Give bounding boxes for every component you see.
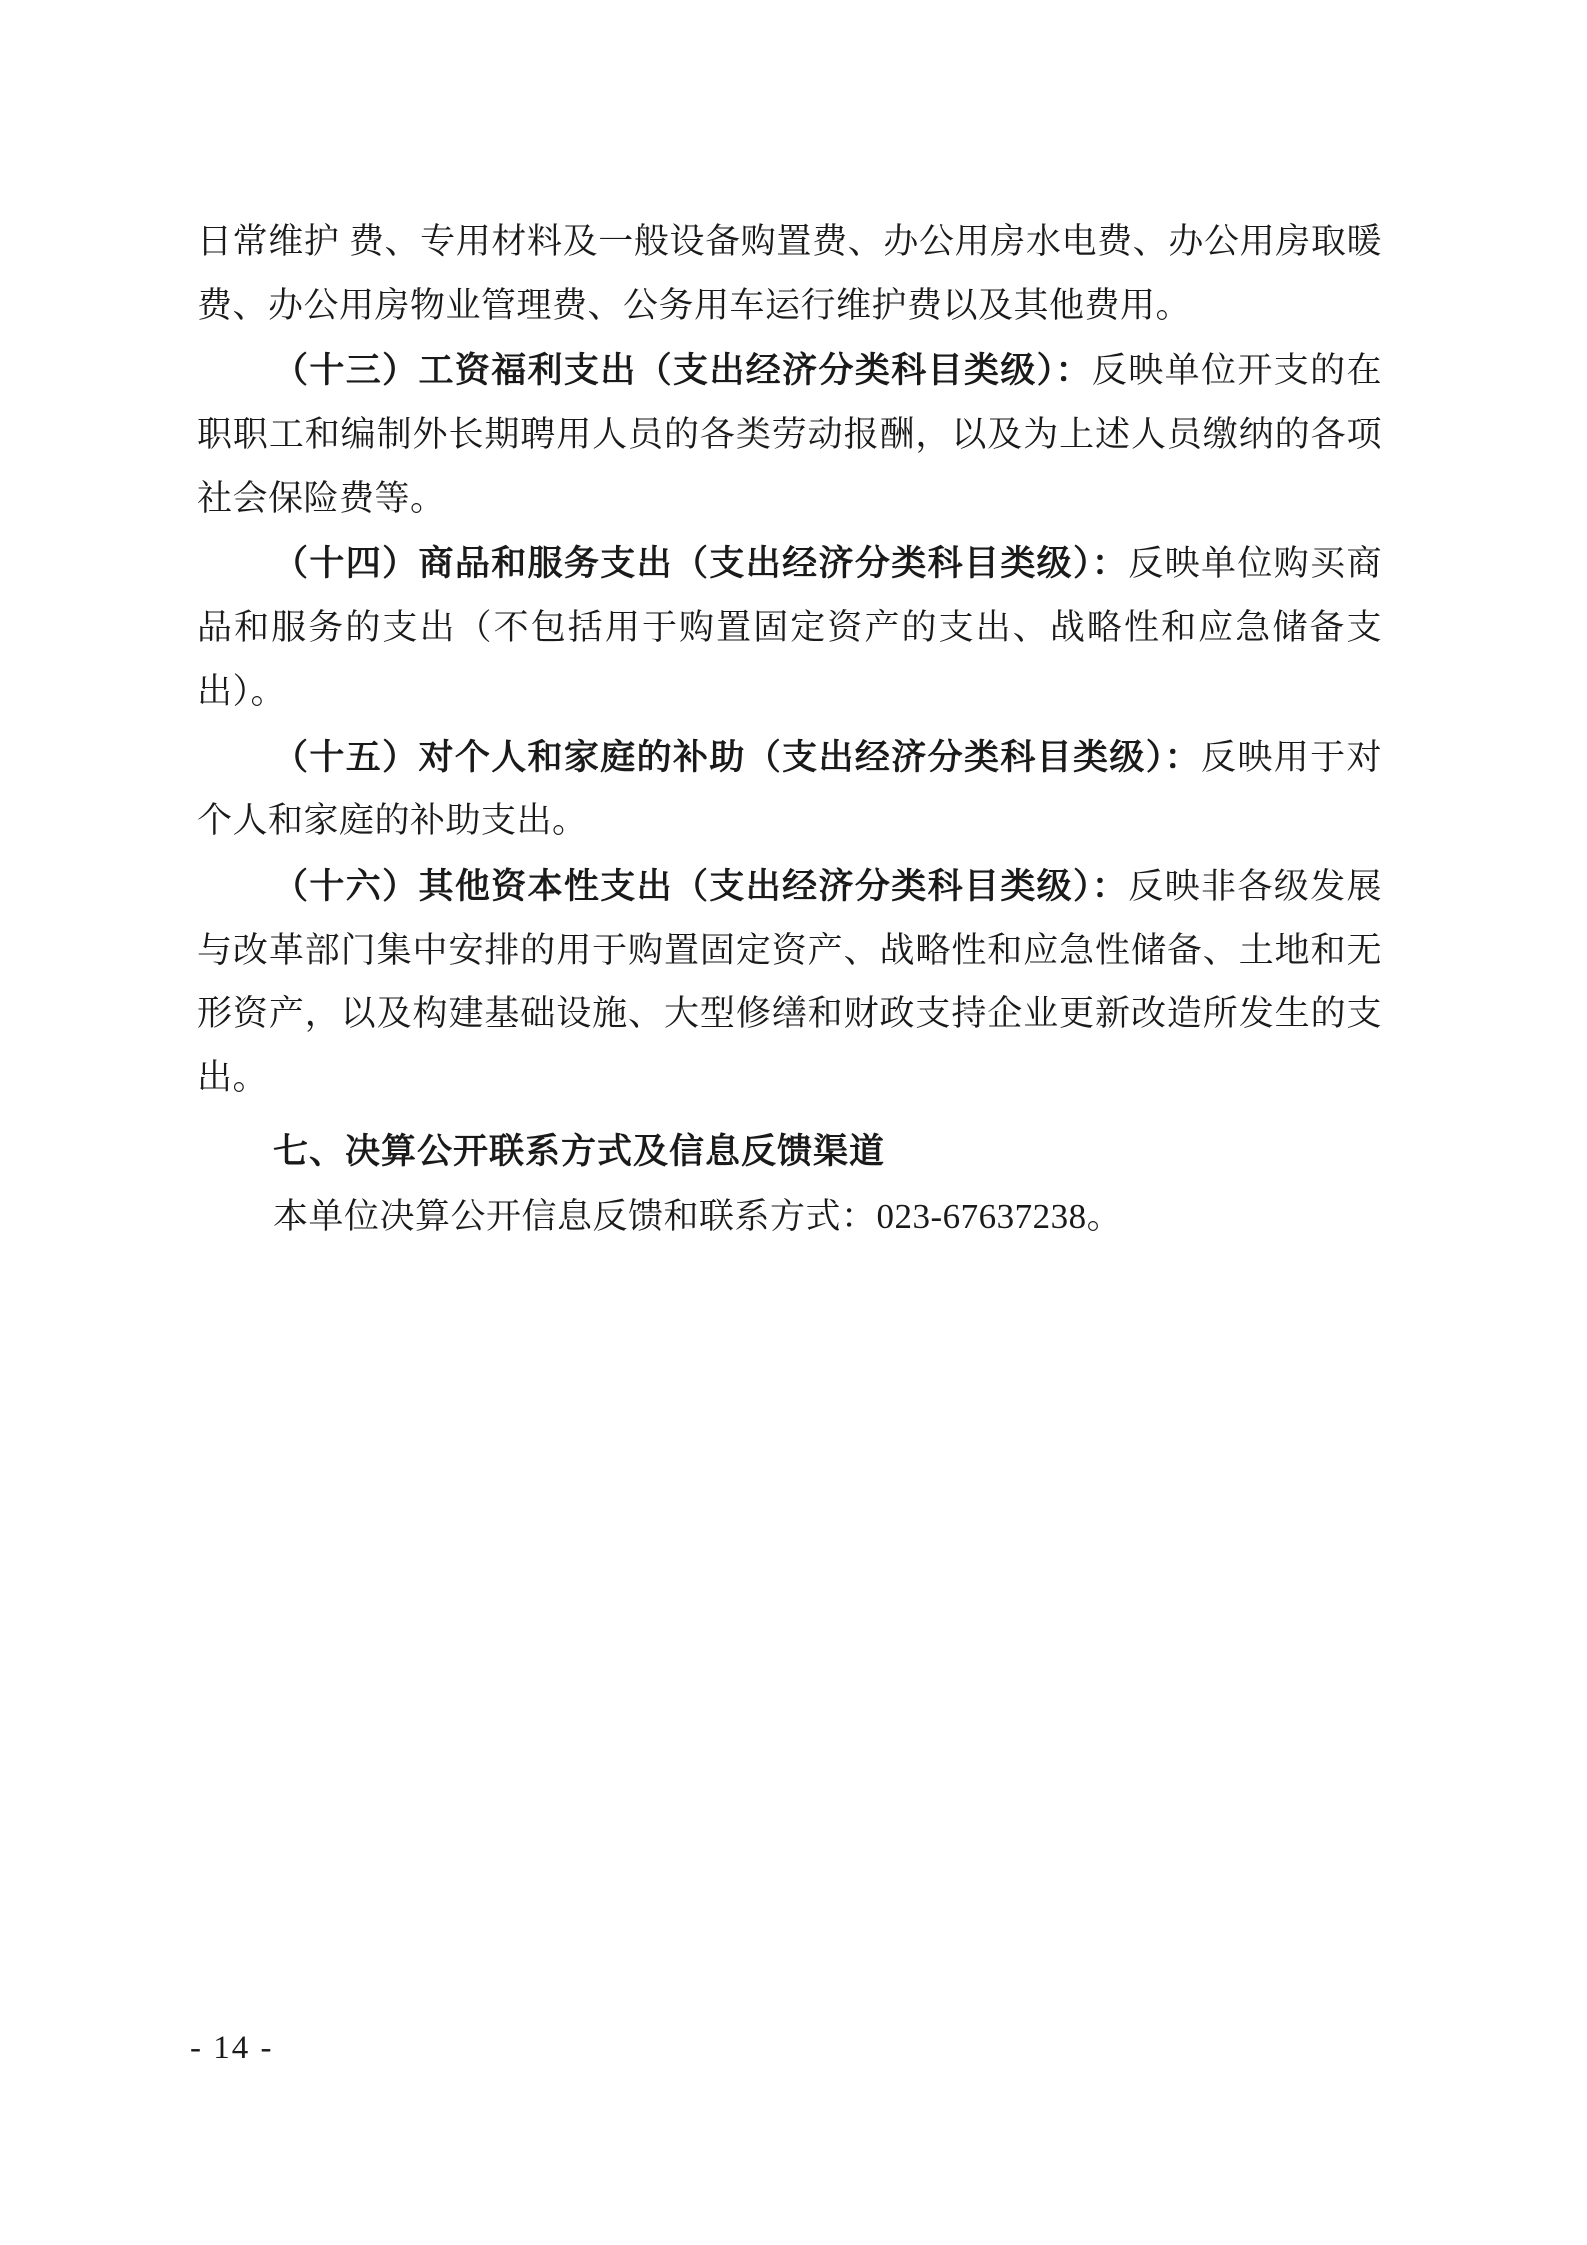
paragraph-item-15-text: 反映用于对个人和家庭的补助支出。 — [197, 737, 1382, 841]
section-heading-seven: 七、决算公开联系方式及信息反馈渠道 — [273, 1131, 886, 1171]
paragraph-item-14-lead: （十四）商品和服务支出（支出经济分类科目类级）： — [273, 544, 1129, 584]
paragraph-item-14-text: 反映单位购买商品和服务的支出（不包括用于购置固定资产的支出、战略性和应急储备支出）。 — [197, 544, 1382, 711]
paragraph-continuation: 日常维护 费、专用材料及一般设备购置费、办公用房水电费、办公用房取暖费、办公用房物业管理费、公务用车运行维护费以及其他费用。 — [197, 222, 1382, 325]
paragraph-item-15 — [197, 726, 1382, 853]
paragraph-contact-info: 本单位决算公开信息反馈和联系方式：023-67637238。 — [273, 1197, 1123, 1237]
paragraph-item-16 — [197, 855, 1382, 1110]
paragraph-item-13-lead: （十三）工资福利支出（支出经济分类科目类级）： — [273, 351, 1092, 391]
paragraph-item-16-lead: （十六）其他资本性支出（支出经济分类科目类级）： — [273, 866, 1129, 906]
paragraph-item-13-text: 反映单位开支的在职职工和编制外长期聘用人员的各类劳动报酬，以及为上述人员缴纳的各项社会保险费等。 — [197, 351, 1382, 518]
page-number: - 14 - — [190, 2030, 274, 2066]
paragraph-item-13 — [197, 339, 1382, 530]
document-body — [197, 210, 1382, 1251]
paragraph-item-14 — [197, 532, 1382, 723]
paragraph-item-15-lead: （十五）对个人和家庭的补助（支出经济分类科目类级）： — [273, 737, 1202, 777]
paragraph-item-16-text: 反映非各级发展与改革部门集中安排的用于购置固定资产、战略性和应急性储备、土地和无形资产，以及构建基础设施、大型修缮和财政支持企业更新改造所发生的支出。 — [197, 866, 1382, 1097]
